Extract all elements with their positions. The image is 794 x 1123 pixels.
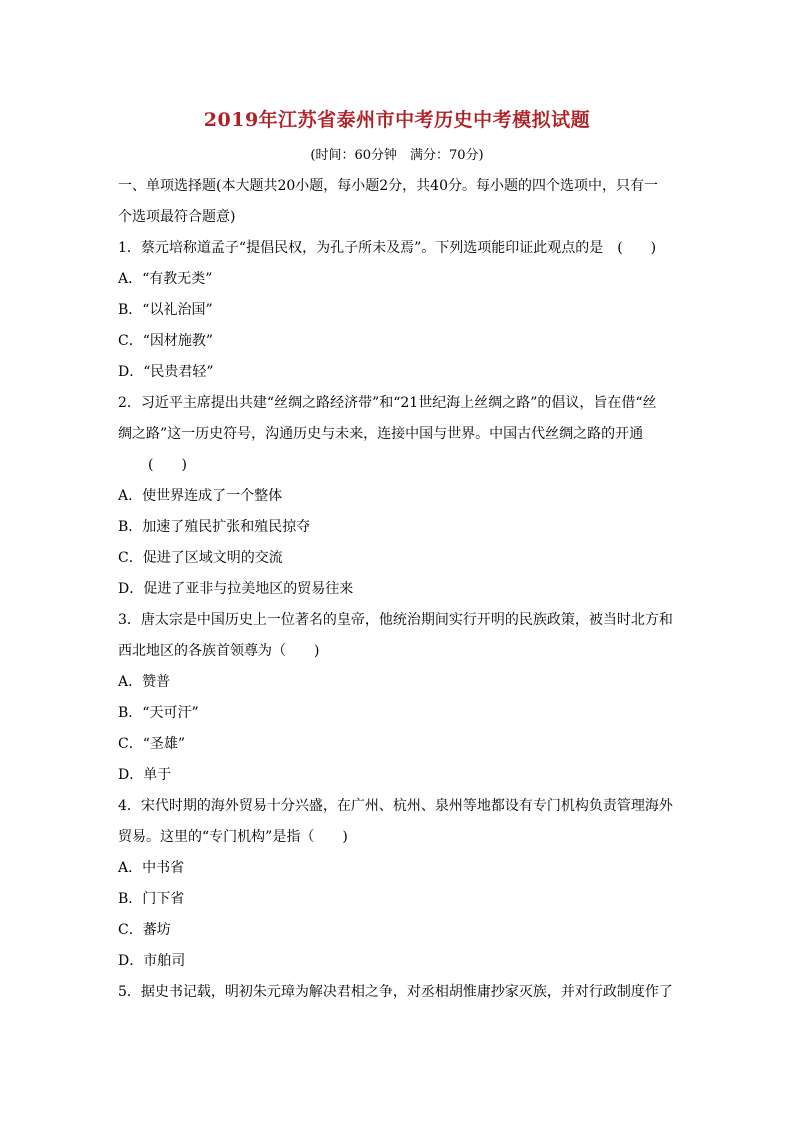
question-4-option-c: C．蕃坊 — [118, 922, 171, 938]
exam-info: (时间：60分钟 满分：70分) — [310, 148, 484, 163]
question-4-option-a: A．中书省 — [118, 860, 185, 876]
question-2-option-c: C．促进了区域文明的交流 — [118, 550, 283, 566]
section-intro-line: 一、单项选择题(本大题共20小题，每小题2分，共40分。每小题的四个选项中，只有一 — [118, 178, 658, 194]
section-intro-line: 个选项最符合题意) — [118, 209, 236, 225]
question-4-option-b: B．门下省 — [118, 891, 185, 907]
question-5-stem: 5．据史书记载，明初朱元璋为解决君相之争，对丞相胡惟庸抄家灭族，并对行政制度作了 — [118, 984, 673, 1000]
question-3-stem: 3．唐太宗是中国历史上一位著名的皇帝，他统治期间实行开明的民族政策，被当时北方和 — [118, 612, 673, 628]
question-2-option-d: D．促进了亚非与拉美地区的贸易往来 — [118, 581, 354, 597]
question-3-option-b: B．“天可汗” — [118, 705, 199, 721]
question-4-option-d: D．市舶司 — [118, 953, 186, 969]
question-2-stem: 2．习近平主席提出共建“丝绸之路经济带”和“21世纪海上丝绸之路”的倡议，旨在借“丝 — [118, 395, 657, 411]
question-3-option-d: D．单于 — [118, 767, 172, 783]
question-1-stem: 1．蔡元培称道孟子“提倡民权，为孔子所未及焉”。下列选项能印证此观点的是 ( ) — [118, 240, 657, 256]
question-1-option-c: C．“因材施教” — [118, 333, 214, 349]
question-3-option-a: A．赞普 — [118, 674, 171, 690]
question-3-stem: 西北地区的各族首领尊为（ ) — [118, 643, 320, 659]
question-2-answer-blank: ( ) — [148, 457, 187, 473]
question-2-option-a: A．使世界连成了一个整体 — [118, 488, 283, 504]
question-3-option-c: C．“圣雄” — [118, 736, 186, 752]
question-1-option-b: B．“以礼治国” — [118, 302, 213, 318]
question-2-option-b: B．加速了殖民扩张和殖民掠夺 — [118, 519, 311, 535]
question-2-stem: 绸之路”这一历史符号，沟通历史与未来，连接中国与世界。中国古代丝绸之路的开通 — [118, 426, 644, 442]
page-title: 2019年江苏省泰州市中考历史中考模拟试题 — [203, 109, 591, 131]
question-1-option-d: D．“民贵君轻” — [118, 364, 214, 380]
exam-content — [118, 171, 678, 1008]
question-4-stem: 4．宋代时期的海外贸易十分兴盛，在广州、杭州、泉州等地都设有专门机构负责管理海外 — [118, 798, 673, 814]
question-4-stem: 贸易。这里的“专门机构”是指（ ) — [118, 829, 348, 845]
question-1-option-a: A．“有教无类” — [118, 271, 213, 287]
